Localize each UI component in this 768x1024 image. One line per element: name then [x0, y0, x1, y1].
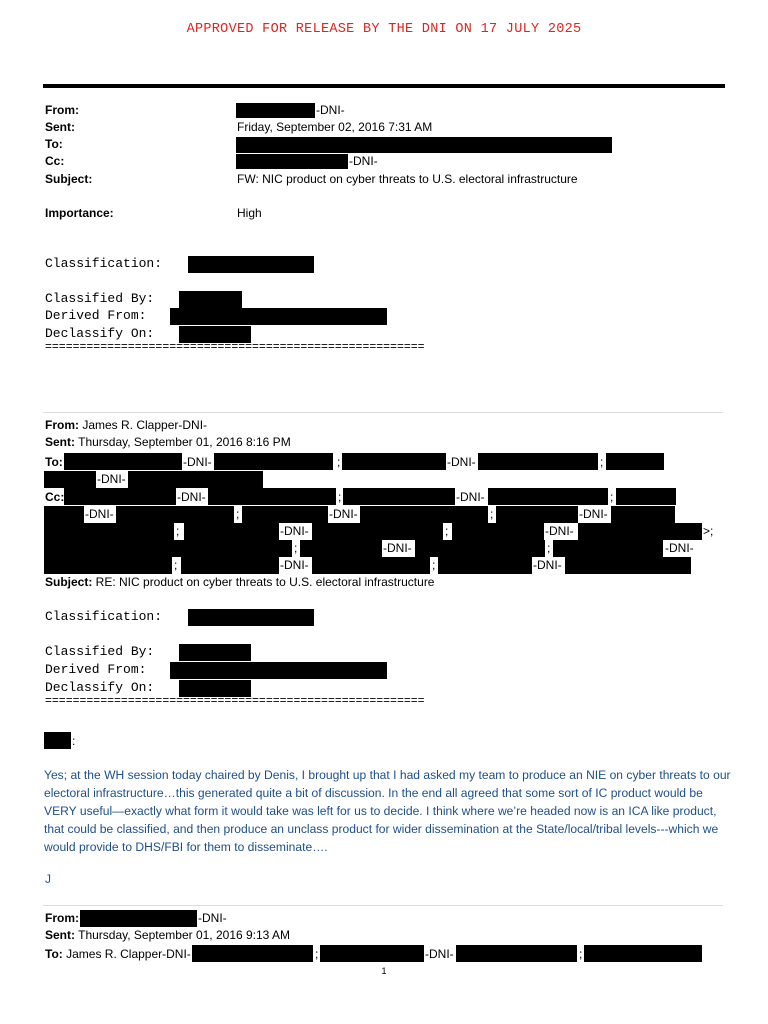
- dni-suffix: -DNI-: [183, 455, 212, 469]
- subject-label: Subject:: [45, 575, 93, 589]
- redaction: [179, 291, 242, 308]
- redaction: [360, 506, 488, 523]
- redaction: [242, 506, 328, 523]
- sent-value: Thursday, September 01, 2016 8:16 PM: [75, 435, 291, 449]
- subject-value: FW: NIC product on cyber threats to U.S. electoral infrastructure: [237, 172, 578, 186]
- divider: [43, 905, 723, 906]
- redaction: [438, 557, 532, 574]
- redaction: [44, 557, 172, 574]
- separator-semicolon: ;: [176, 524, 180, 538]
- separator-line: =======================================================: [45, 695, 425, 708]
- separator-semicolon: ;: [432, 558, 436, 572]
- redaction: [616, 488, 676, 505]
- dni-suffix: -DNI-: [85, 507, 114, 521]
- redaction: [488, 488, 608, 505]
- separator-gt-semicolon: >;: [703, 524, 714, 538]
- separator-semicolon: ;: [236, 507, 240, 521]
- dni-suffix: -DNI-: [665, 541, 694, 555]
- to-label: To:: [45, 947, 63, 961]
- sent-label: Sent:: [45, 120, 75, 134]
- dni-suffix: -DNI-: [456, 490, 485, 504]
- redaction: [611, 506, 675, 523]
- redaction: [64, 488, 176, 505]
- redaction: [80, 910, 197, 927]
- separator-semicolon: ;: [174, 558, 178, 572]
- redaction: [584, 945, 702, 962]
- classified-by-label: Classified By:: [45, 291, 155, 306]
- redaction: [44, 471, 96, 488]
- redaction: [606, 453, 664, 470]
- classified-by-label: Classified By:: [45, 644, 155, 659]
- from-value: James R. Clapper-DNI-: [79, 418, 208, 432]
- redaction: [170, 308, 387, 325]
- message-body: Yes; at the WH session today chaired by Denis, I brought up that I had asked my team to produce an NIE on cyber threats to our electoral infrastructure…this generated quite a bit of discussion. In the end all agreed that some sort of IC product would be VERY useful—exactly what form it would take was left for us to decide. I think where we’re headed now is an ICA like product, that could be classified, and then produce an unclass product for wider dissemination at the State/local/tribal levels---which we would provide to DHS/FBI for them to disseminate….: [44, 768, 731, 854]
- redaction: [44, 523, 174, 540]
- subject-line: [45, 575, 434, 589]
- declassify-on-label: Declassify On:: [45, 680, 155, 695]
- dni-suffix: -DNI-: [533, 558, 562, 572]
- redaction: [44, 732, 71, 749]
- redaction: [188, 609, 314, 626]
- subject-value: RE: NIC product on cyber threats to U.S. electoral infrastructure: [92, 575, 435, 589]
- redaction: [44, 540, 292, 557]
- declassify-on-label: Declassify On:: [45, 326, 155, 341]
- release-banner: APPROVED FOR RELEASE BY THE DNI ON 17 JULY 2025: [186, 22, 582, 37]
- redaction: [181, 557, 279, 574]
- redaction: [214, 453, 333, 470]
- salutation-colon: :: [72, 734, 76, 748]
- dni-suffix: -DNI-: [280, 524, 309, 538]
- dni-suffix: -DNI-: [545, 524, 574, 538]
- separator-semicolon: ;: [338, 490, 342, 504]
- cc-value: -DNI-: [349, 154, 378, 168]
- redaction: [452, 523, 544, 540]
- separator-semicolon: ;: [600, 455, 604, 469]
- redaction: [342, 453, 446, 470]
- divider: [43, 412, 723, 413]
- redaction: [320, 945, 424, 962]
- to-value: James R. Clapper-DNI-: [62, 947, 191, 961]
- redaction: [208, 488, 336, 505]
- sent-line: [45, 928, 290, 942]
- redaction: [179, 644, 251, 661]
- redaction: [553, 540, 663, 557]
- page-number: 1: [381, 966, 387, 976]
- redaction: [312, 523, 443, 540]
- importance-label: Importance:: [45, 206, 114, 220]
- dni-suffix: -DNI-: [447, 455, 476, 469]
- from-label: From:: [45, 103, 79, 117]
- separator-semicolon: ;: [337, 455, 341, 469]
- derived-from-label: Derived From:: [45, 308, 147, 323]
- redaction: [578, 523, 702, 540]
- redaction: [116, 506, 234, 523]
- separator-semicolon: ;: [579, 947, 583, 961]
- sent-label: Sent:: [45, 435, 75, 449]
- sent-label: Sent:: [45, 928, 75, 942]
- dni-suffix: -DNI-: [425, 947, 454, 961]
- dni-suffix: -DNI-: [579, 507, 608, 521]
- redaction: [236, 137, 612, 153]
- redaction: [236, 154, 348, 169]
- separator-semicolon: ;: [547, 541, 551, 555]
- sent-line: [45, 435, 291, 449]
- dni-suffix: -DNI-: [280, 558, 309, 572]
- separator-semicolon: ;: [315, 947, 319, 961]
- redaction: [415, 540, 545, 557]
- separator-line: =======================================================: [45, 341, 425, 354]
- separator-semicolon: ;: [294, 541, 298, 555]
- redaction: [188, 256, 314, 273]
- from-line: [45, 418, 207, 432]
- from-value: -DNI-: [198, 911, 227, 925]
- redaction: [565, 557, 691, 574]
- redaction: [456, 945, 577, 962]
- from-value: -DNI-: [316, 103, 345, 117]
- redaction: [128, 471, 263, 488]
- dni-suffix: -DNI-: [177, 490, 206, 504]
- subject-label: Subject:: [45, 172, 93, 186]
- redaction: [300, 540, 382, 557]
- sent-value: Thursday, September 01, 2016 9:13 AM: [75, 928, 291, 942]
- redaction: [343, 488, 455, 505]
- separator-semicolon: ;: [490, 507, 494, 521]
- derived-from-label: Derived From:: [45, 662, 147, 677]
- redaction: [44, 506, 84, 523]
- from-label: From:: [45, 418, 79, 432]
- dni-suffix: -DNI-: [383, 541, 412, 555]
- redaction: [236, 103, 315, 118]
- redaction: [496, 506, 578, 523]
- redaction: [478, 453, 598, 470]
- to-line: [45, 947, 191, 961]
- dni-suffix: -DNI-: [329, 507, 358, 521]
- header-rule: [43, 84, 725, 88]
- separator-semicolon: ;: [445, 524, 449, 538]
- redaction: [192, 945, 313, 962]
- sent-value: Friday, September 02, 2016 7:31 AM: [237, 120, 433, 134]
- redaction: [312, 557, 430, 574]
- importance-value: High: [237, 206, 262, 220]
- from-label: From:: [45, 911, 79, 925]
- redaction: [184, 523, 279, 540]
- signature: J: [45, 872, 51, 886]
- dni-suffix: -DNI-: [97, 472, 126, 486]
- redaction: [170, 662, 387, 679]
- classification-label: Classification:: [45, 256, 163, 271]
- cc-label: Cc:: [45, 154, 65, 168]
- separator-semicolon: ;: [610, 490, 614, 504]
- classification-label: Classification:: [45, 609, 163, 624]
- redaction: [64, 453, 182, 470]
- to-label: To:: [45, 455, 63, 469]
- cc-label: Cc:: [45, 490, 65, 504]
- to-label: To:: [45, 137, 63, 151]
